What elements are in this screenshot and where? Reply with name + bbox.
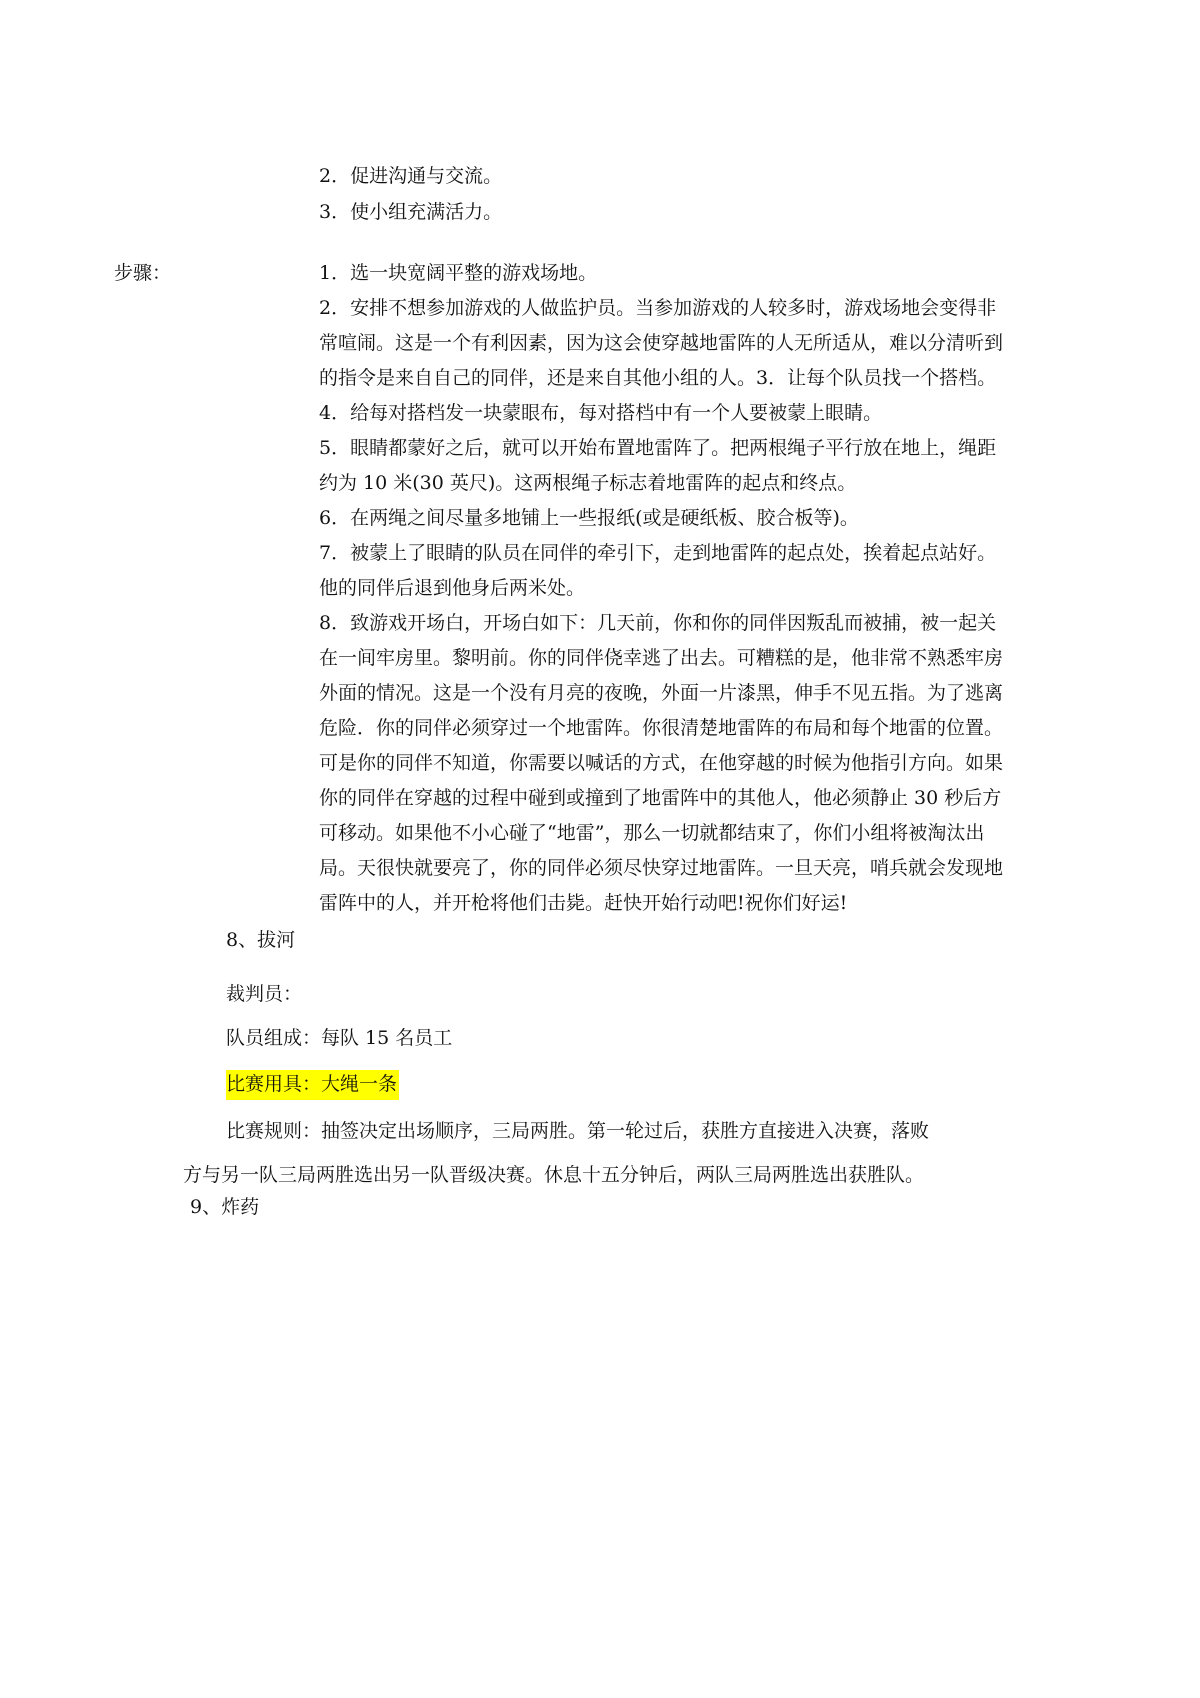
rules-line: 比赛规则：抽签决定出场顺序，三局两胜。第一轮过后，获胜方直接进入决赛，落败: [226, 1120, 930, 1142]
steps-label: 步骤：: [114, 262, 172, 284]
objective-item: 3．使小组充满活力。: [319, 201, 503, 223]
step-line: 外面的情况。这是一个没有月亮的夜晚，外面一片漆黑，伸手不见五指。为了逃离: [319, 682, 1004, 704]
objective-item: 2．促进沟通与交流。: [319, 165, 503, 187]
step-line: 雷阵中的人，并开枪将他们击毙。赶快开始行动吧!祝你们好运!: [319, 892, 848, 914]
step-line: 在一间牢房里。黎明前。你的同伴侥幸逃了出去。可糟糕的是，他非常不熟悉牢房: [319, 647, 1004, 669]
step-line: 可移动。如果他不小心碰了“地雷”，那么一切就都结束了，你们小组将被淘汰出: [319, 822, 985, 844]
steps-list: [319, 260, 1079, 925]
step-line: 危险．你的同伴必须穿过一个地雷阵。你很清楚地雷阵的布局和每个地雷的位置。: [319, 717, 1004, 739]
step-line: 可是你的同伴不知道，你需要以喊话的方式，在他穿越的时候为他指引方向。如果: [319, 752, 1004, 774]
equipment-line: [226, 1071, 399, 1098]
referee-line: 裁判员：: [226, 983, 303, 1005]
step-line: 4．给每对搭档发一块蒙眼布，每对搭档中有一个人要被蒙上眼睛。: [319, 402, 883, 424]
section-title: 9、炸药: [190, 1196, 260, 1218]
step-line: 你的同伴在穿越的过程中碰到或撞到了地雷阵中的其他人，他必须静止 30 秒后方: [319, 787, 1002, 809]
step-line: 约为 10 米(30 英尺)。这两根绳子标志着地雷阵的起点和终点。: [319, 472, 857, 494]
step-line: 5．眼睛都蒙好之后，就可以开始布置地雷阵了。把两根绳子平行放在地上，绳距: [319, 437, 997, 459]
step-line: 的指令是来自自己的同伴，还是来自其他小组的人。3．让每个队员找一个搭档。: [319, 367, 997, 389]
highlighted-text: 比赛用具：大绳一条: [226, 1070, 399, 1100]
team-members-line: 队员组成：每队 15 名员工: [226, 1027, 453, 1049]
step-line: 6．在两绳之间尽量多地铺上一些报纸(或是硬纸板、胶合板等)。: [319, 507, 859, 529]
step-line: 局。天很快就要亮了，你的同伴必须尽快穿过地雷阵。一旦天亮，哨兵就会发现地: [319, 857, 1004, 879]
rules-line: 方与另一队三局两胜选出另一队晋级决赛。休息十五分钟后，两队三局两胜选出获胜队。: [183, 1164, 925, 1186]
step-line: 常喧闹。这是一个有利因素，因为这会使穿越地雷阵的人无所适从，难以分清听到: [319, 332, 1004, 354]
section-title: 8、拔河: [226, 929, 296, 951]
step-line: 8．致游戏开场白，开场白如下：几天前，你和你的同伴因叛乱而被捕，被一起关: [319, 612, 997, 634]
objectives-list: [319, 163, 502, 235]
step-line: 2．安排不想参加游戏的人做监护员。当参加游戏的人较多时，游戏场地会变得非: [319, 297, 997, 319]
step-line: 他的同伴后退到他身后两米处。: [319, 577, 586, 599]
step-line: 7．被蒙上了眼睛的队员在同伴的牵引下，走到地雷阵的起点处，挨着起点站好。: [319, 542, 997, 564]
step-line: 1．选一块宽阔平整的游戏场地。: [319, 262, 598, 284]
